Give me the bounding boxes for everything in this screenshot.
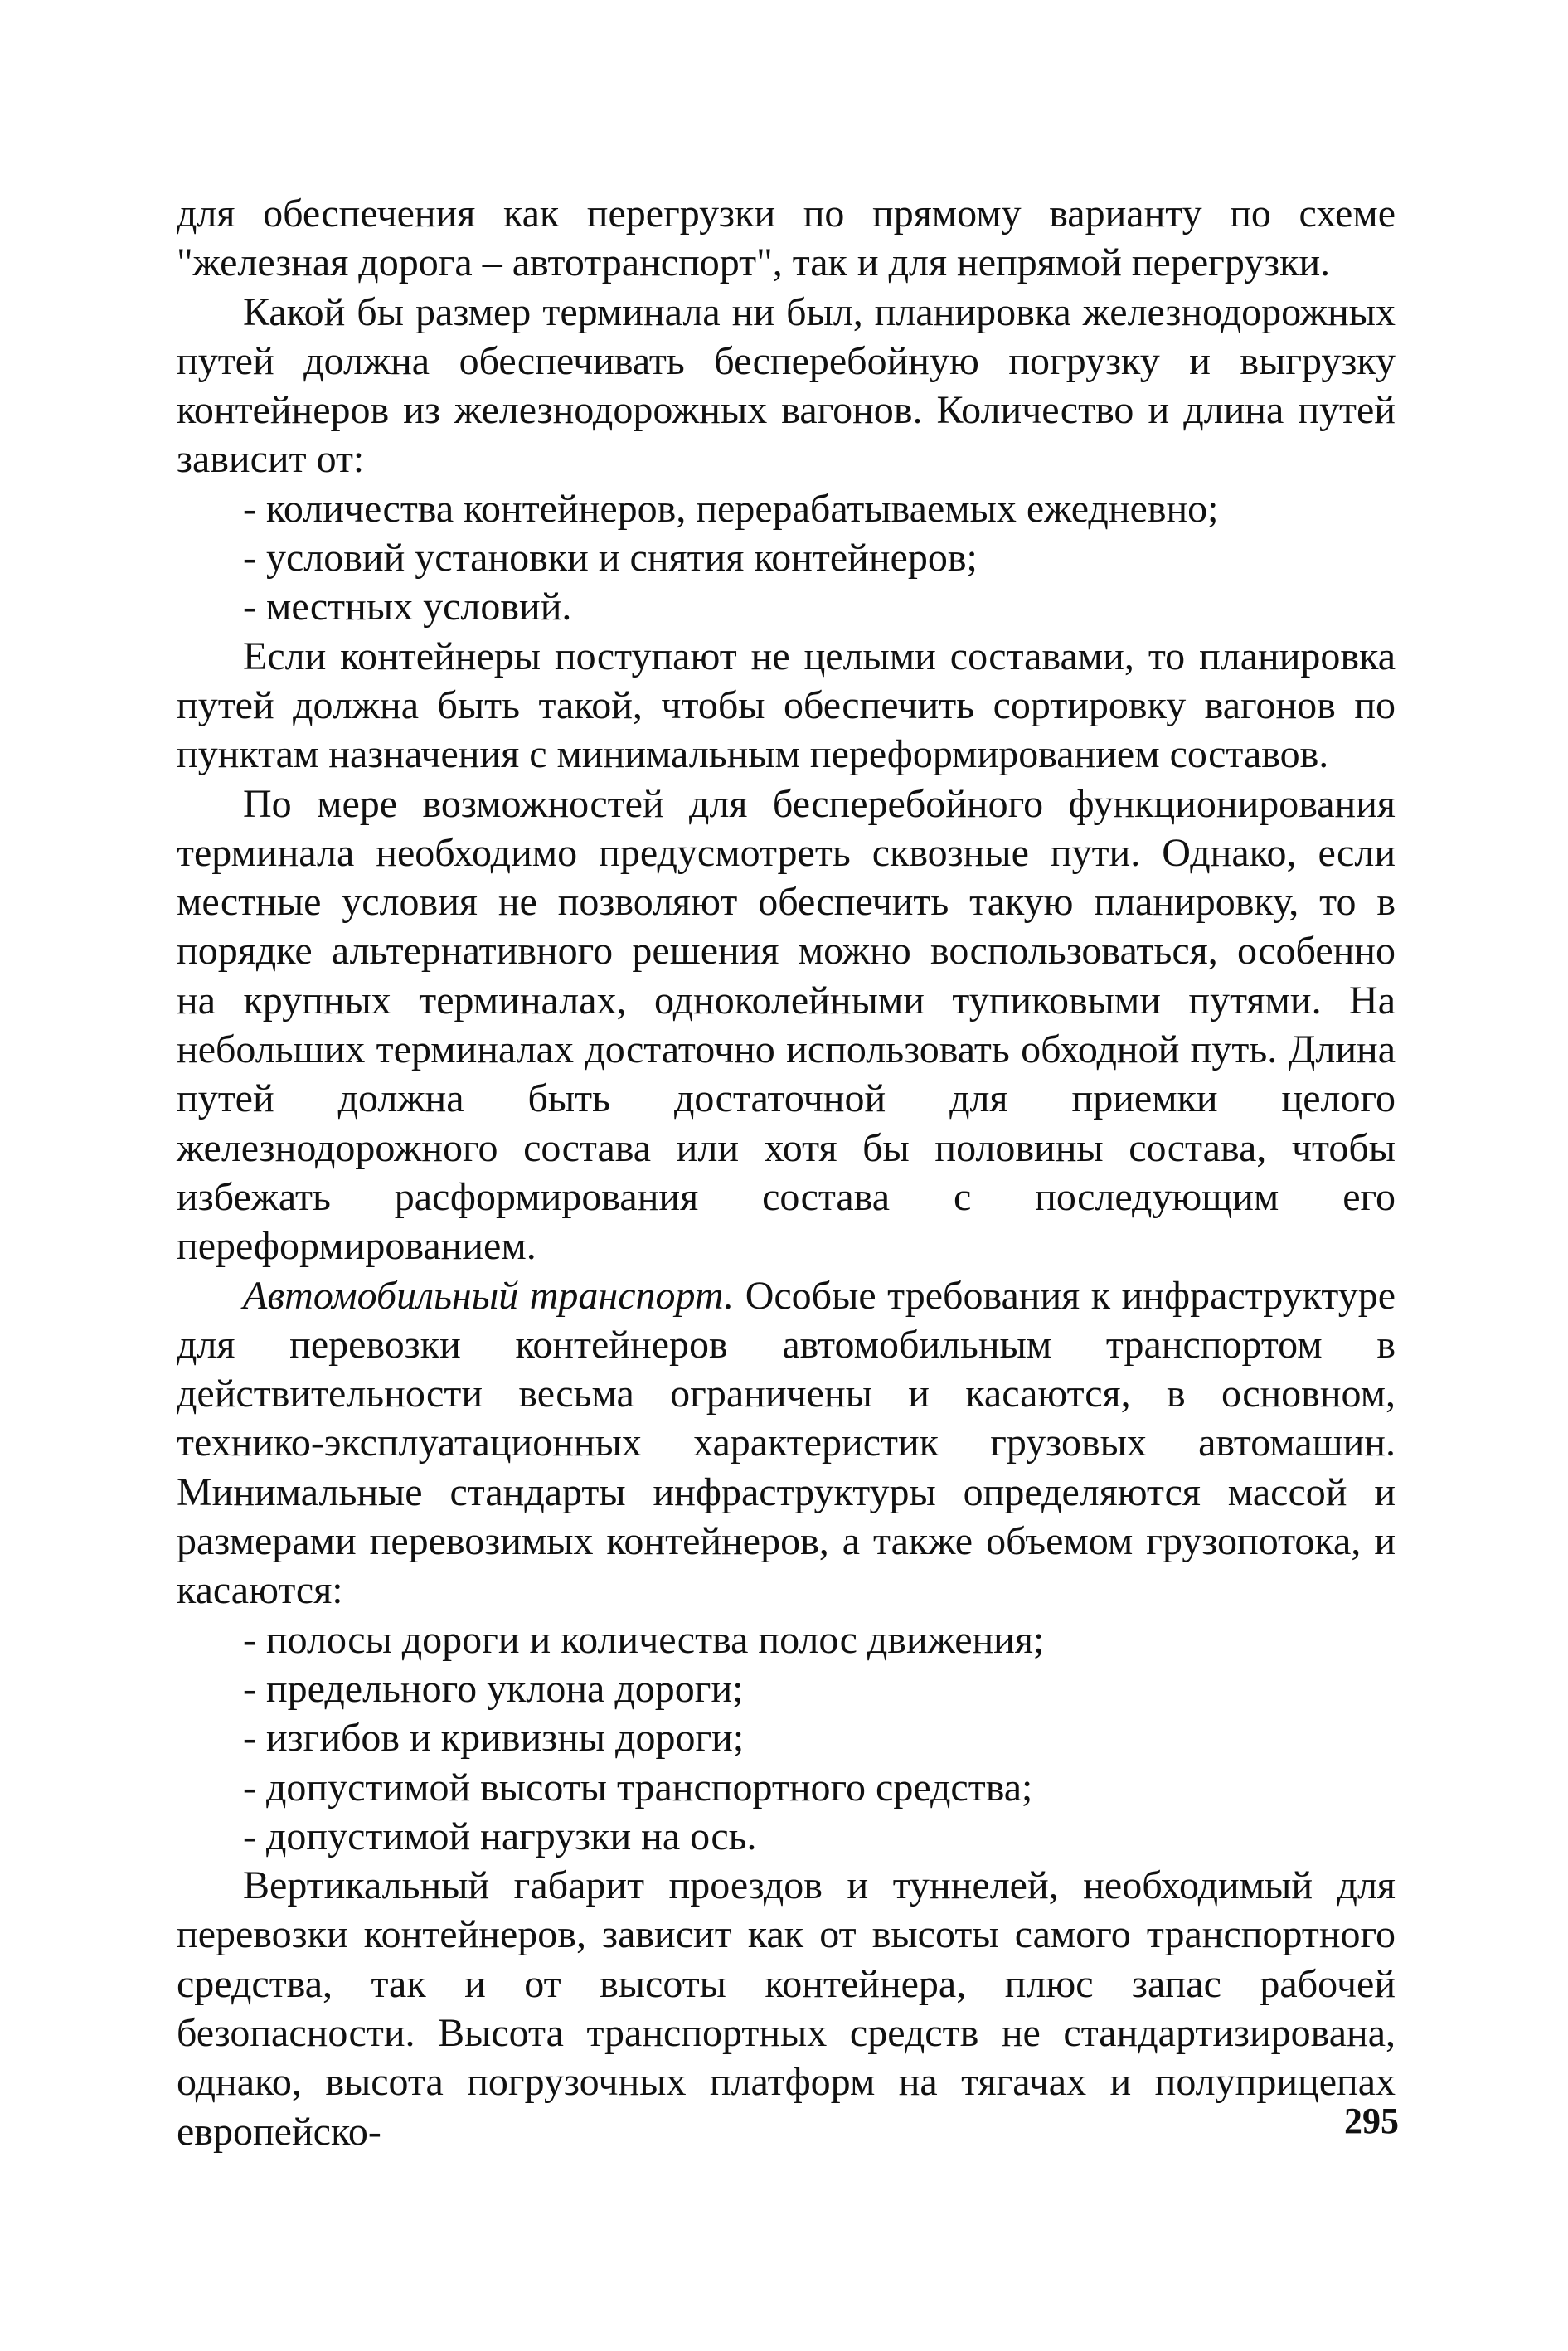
list-item: - количества контейнеров, перерабатываемых ежедневно;	[243, 486, 1219, 531]
list-item: - предельного уклона дороги;	[243, 1666, 744, 1711]
list-item: - допустимой нагрузки на ось.	[243, 1814, 757, 1858]
paragraph: Какой бы размер терминала ни был, планировка железнодорожных путей должна обеспечивать бесперебойную погрузку и выгрузку контейнеров из железнодорожных вагонов. Количество и длина путей зависит от:	[177, 289, 1396, 482]
paragraph: Если контейнеры поступают не целыми составами, то планировка путей должна быть такой, чтобы обеспечить сортировку вагонов по пунктам назначения с минимальным переформированием составов.	[177, 634, 1396, 777]
paragraph: для обеспечения как перегрузки по прямому варианту по схеме "железная дорога – автотранспорт", так и для непрямой перегрузки.	[177, 192, 1396, 285]
paragraph: Вертикальный габарит проездов и туннелей, необходимый для перевозки контейнеров, зависит как от высоты самого транспортного средства, так и от высоты контейнера, плюс запас рабочей безопасности. Высота транспортных средств не стандартизирована, однако, высота погрузочных платформ на тягачах и полуприцепах европейско-	[177, 1863, 1396, 2154]
list-item: - изгибов и кривизны дороги;	[243, 1716, 745, 1761]
paragraph-text: Особые требования к инфраструктуре для перевозки контейнеров автомобильным транспортом в действительности весьма ограничены и касаются, в основном, технико-эксплуатационных характеристик грузовых автомашин. Минимальные стандарты инфраструктуры определяются массой и размерами перевозимых контейнеров, а также объемом грузопотока, и касаются:	[177, 1273, 1396, 1613]
section-heading-italic: Автомобильный транспорт.	[243, 1273, 735, 1318]
paragraph: По мере возможностей для бесперебойного функционирования терминала необходимо предусмотреть сквозные пути. Однако, если местные условия не позволяют обеспечить такую планировку, то в порядке альтернативного решения можно воспользоваться, особенно на крупных терминалах, одноколейными тупиковыми путями. На небольших терминалах достаточно использовать обходной путь. Длина путей должна быть достаточной для приемки целого железнодорожного состава или хотя бы половины состава, чтобы избежать расформирования состава с последующим его переформированием.	[177, 781, 1396, 1269]
list-item: - допустимой высоты транспортного средства;	[243, 1765, 1033, 1809]
list-item: - полосы дороги и количества полос движения;	[243, 1617, 1045, 1662]
paragraph	[177, 1271, 1396, 1615]
page-body	[177, 189, 1396, 2156]
list-container	[177, 1615, 1396, 1861]
list-container	[177, 484, 1396, 632]
page-number: 295	[1344, 2101, 1399, 2141]
list-item: - местных условий.	[243, 585, 572, 629]
list-item: - условий установки и снятия контейнеров;	[243, 536, 978, 580]
